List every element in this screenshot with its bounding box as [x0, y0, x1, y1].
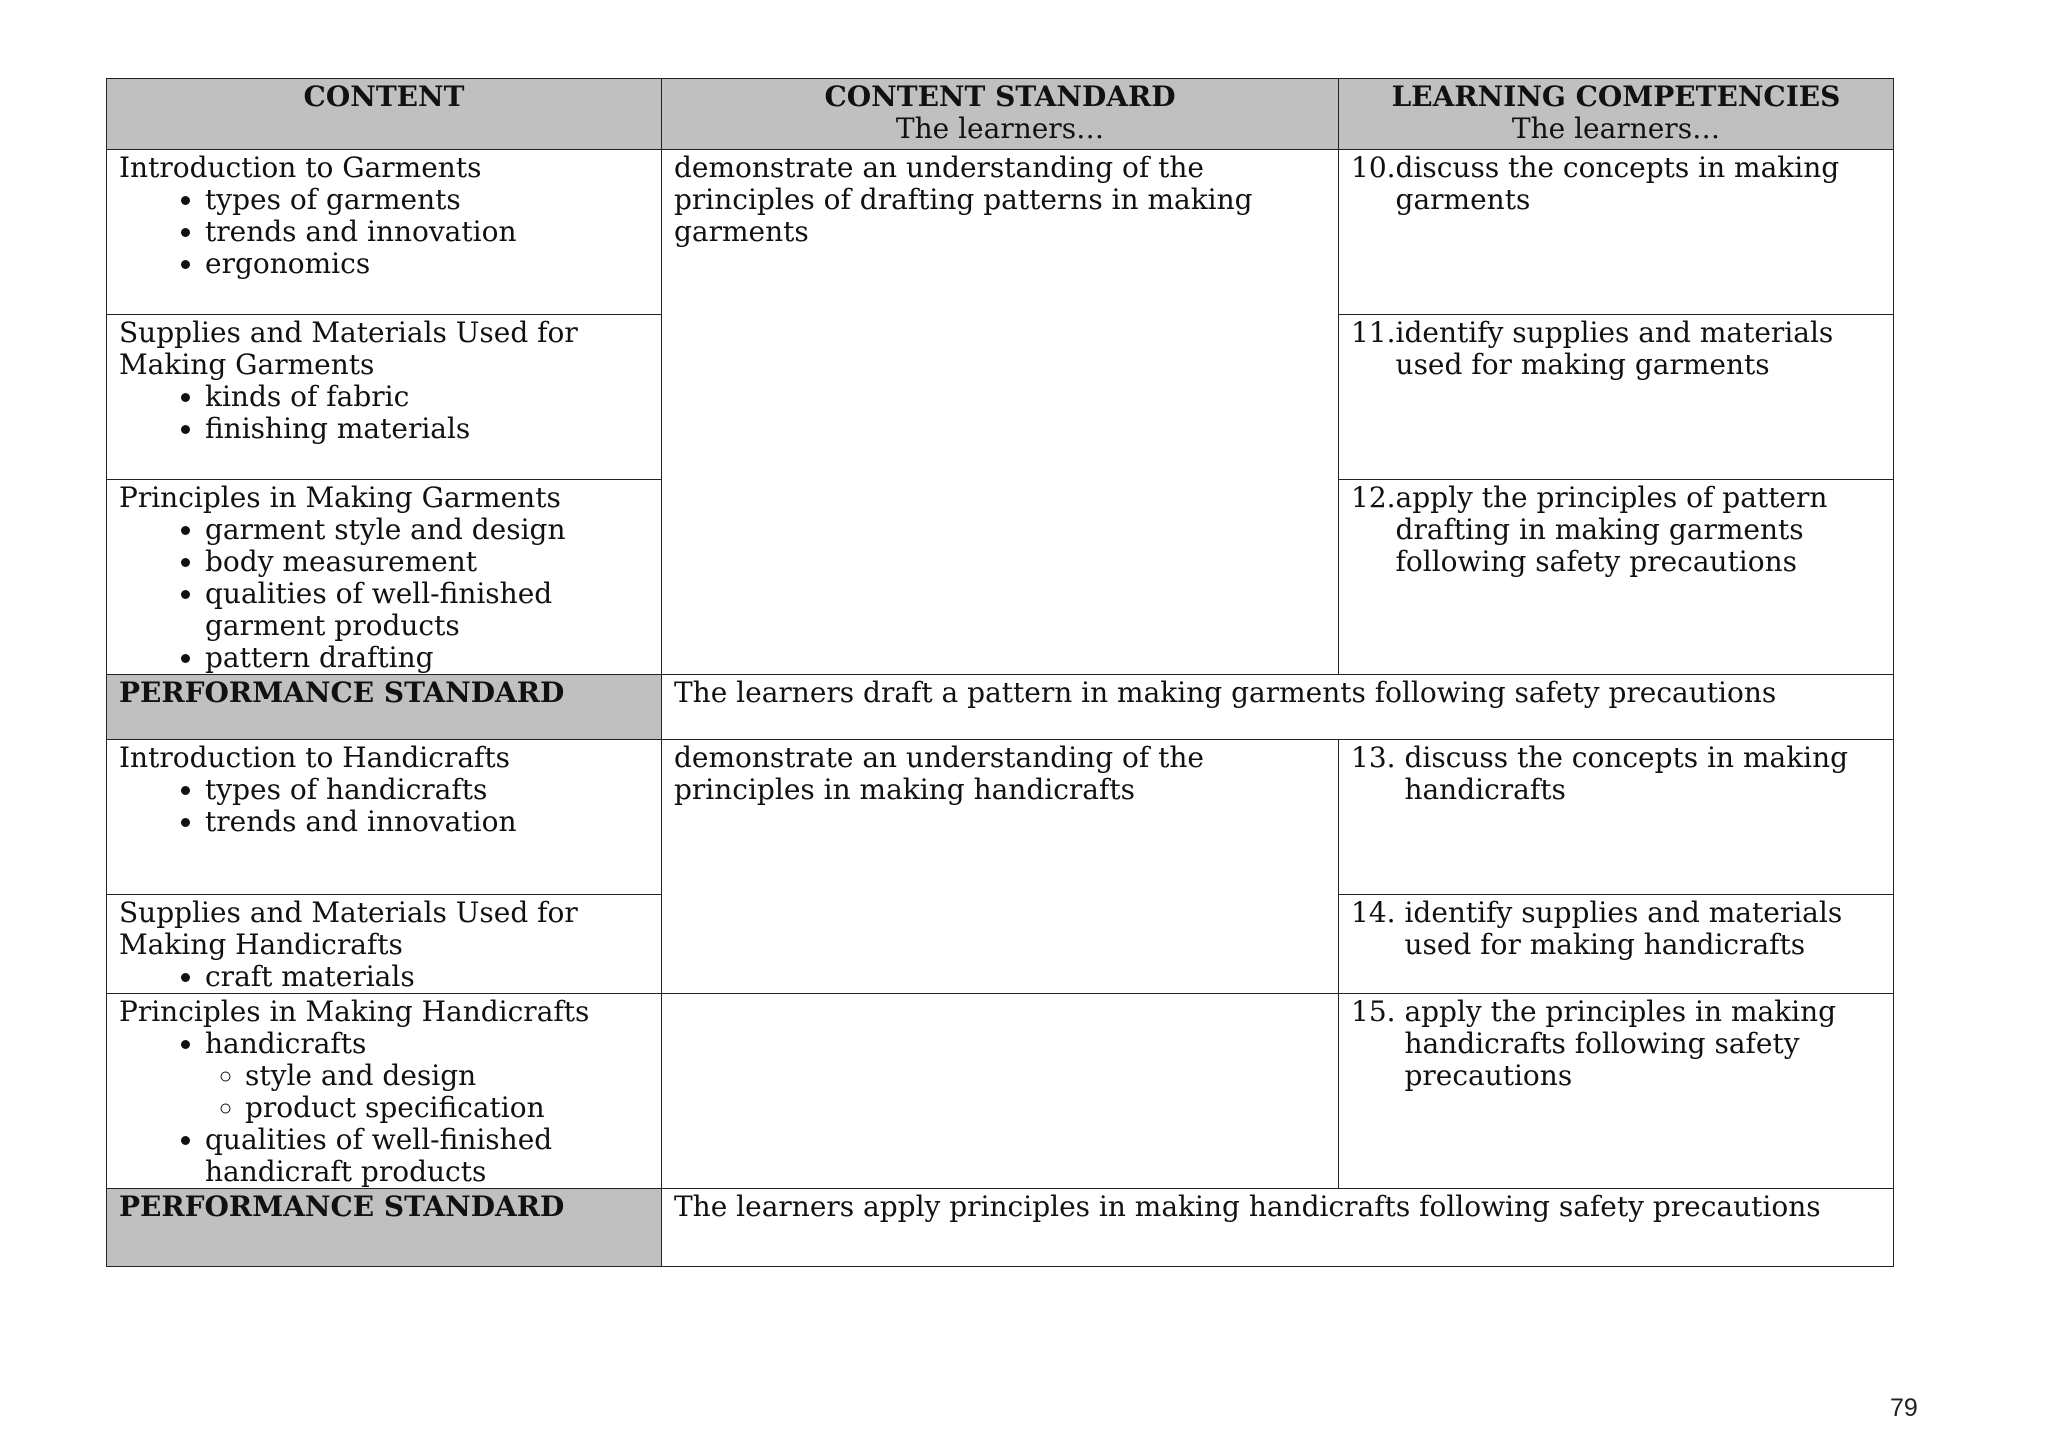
competency-number: 12. — [1351, 481, 1396, 514]
sub-list-item: ◦ product specification — [245, 1092, 649, 1124]
competency-number: 15. — [1351, 995, 1405, 1028]
topic-bullet-list — [119, 1028, 649, 1188]
header-content-label: CONTENT — [303, 80, 465, 113]
content-cell — [107, 150, 662, 315]
topic-title: Supplies and Materials Used for Making Handicrafts — [119, 896, 578, 961]
competency-cell — [1339, 994, 1894, 1189]
competency-cell — [1339, 480, 1894, 675]
header-content-standard-sub: The learners… — [895, 112, 1105, 145]
content-cell — [107, 315, 662, 480]
header-content — [107, 79, 662, 150]
competency-item — [1351, 996, 1881, 1092]
competency-number: 14. — [1351, 896, 1405, 929]
topic-title: Principles in Making Garments — [119, 481, 561, 514]
content-standard-cell-empty — [662, 994, 1339, 1189]
topic-bullet-list — [119, 961, 649, 993]
list-item: • body measurement — [205, 546, 649, 578]
list-item: • ergonomics — [205, 248, 649, 280]
list-item: • craft materials — [205, 961, 649, 993]
topic-bullet-list — [119, 381, 649, 445]
performance-standard-row — [107, 675, 1894, 740]
list-item — [205, 1028, 649, 1124]
competency-number: 10. — [1351, 151, 1396, 184]
topic-title: Introduction to Handicrafts — [119, 741, 511, 774]
table-row — [107, 994, 1894, 1189]
list-item: • pattern drafting — [205, 642, 649, 674]
topic-bullet-list — [119, 184, 649, 280]
competency-cell — [1339, 150, 1894, 315]
competency-text: identify supplies and materials used for making handicrafts — [1404, 896, 1843, 961]
content-cell — [107, 740, 662, 895]
curriculum-table — [106, 78, 1894, 1267]
list-item: • garment style and design — [205, 514, 649, 546]
header-competencies-sub: The learners… — [1511, 112, 1721, 145]
list-item-label: handicrafts — [205, 1027, 367, 1060]
competency-number: 11. — [1351, 316, 1396, 349]
competency-text: discuss the concepts in making garments — [1395, 151, 1840, 216]
competency-item — [1351, 482, 1881, 578]
competency-cell — [1339, 315, 1894, 480]
header-content-standard — [662, 79, 1339, 150]
competency-text: apply the principles of pattern drafting in making garments following safety precautions — [1395, 481, 1828, 578]
competency-text: identify supplies and materials used for making garments — [1395, 316, 1834, 381]
header-row — [107, 79, 1894, 150]
performance-standard-label: PERFORMANCE STANDARD — [107, 675, 662, 740]
performance-standard-row — [107, 1189, 1894, 1267]
topic-bullet-list — [119, 774, 649, 838]
performance-standard-text: The learners apply principles in making handicrafts following safety precautions — [662, 1189, 1894, 1267]
list-item: • types of garments — [205, 184, 649, 216]
topic-title: Principles in Making Handicrafts — [119, 995, 590, 1028]
topic-title: Introduction to Garments — [119, 151, 482, 184]
list-item: • finishing materials — [205, 413, 649, 445]
competency-item — [1351, 742, 1881, 806]
list-item: • qualities of well-finished handicraft products — [205, 1124, 649, 1188]
sub-bullet-list — [205, 1060, 649, 1124]
list-item: • kinds of fabric — [205, 381, 649, 413]
competency-item — [1351, 317, 1881, 381]
content-standard-cell: demonstrate an understanding of the principles of drafting patterns in making garments — [662, 150, 1339, 675]
list-item: • types of handicrafts — [205, 774, 649, 806]
list-item: • trends and innovation — [205, 216, 649, 248]
competency-text: discuss the concepts in making handicrafts — [1404, 741, 1849, 806]
table-row — [107, 150, 1894, 315]
content-cell — [107, 480, 662, 675]
competency-text: apply the principles in making handicrafts following safety precautions — [1404, 995, 1837, 1092]
list-item: • trends and innovation — [205, 806, 649, 838]
header-competencies-label: LEARNING COMPETENCIES — [1391, 80, 1841, 113]
table-row — [107, 740, 1894, 895]
competency-item — [1351, 897, 1881, 961]
performance-standard-text: The learners draft a pattern in making garments following safety precautions — [662, 675, 1894, 740]
list-item: • qualities of well-finished garment products — [205, 578, 649, 642]
topic-title: Supplies and Materials Used for Making Garments — [119, 316, 578, 381]
competency-cell — [1339, 740, 1894, 895]
header-content-standard-label: CONTENT STANDARD — [824, 80, 1176, 113]
content-standard-cell: demonstrate an understanding of the principles in making handicrafts — [662, 740, 1339, 994]
competency-number: 13. — [1351, 741, 1405, 774]
content-cell — [107, 895, 662, 994]
sub-list-item: ◦ style and design — [245, 1060, 649, 1092]
page-number: 79 — [1890, 1394, 1918, 1422]
performance-standard-label: PERFORMANCE STANDARD — [107, 1189, 662, 1267]
header-competencies — [1339, 79, 1894, 150]
content-cell — [107, 994, 662, 1189]
competency-item — [1351, 152, 1881, 216]
topic-bullet-list — [119, 514, 649, 674]
competency-cell — [1339, 895, 1894, 994]
